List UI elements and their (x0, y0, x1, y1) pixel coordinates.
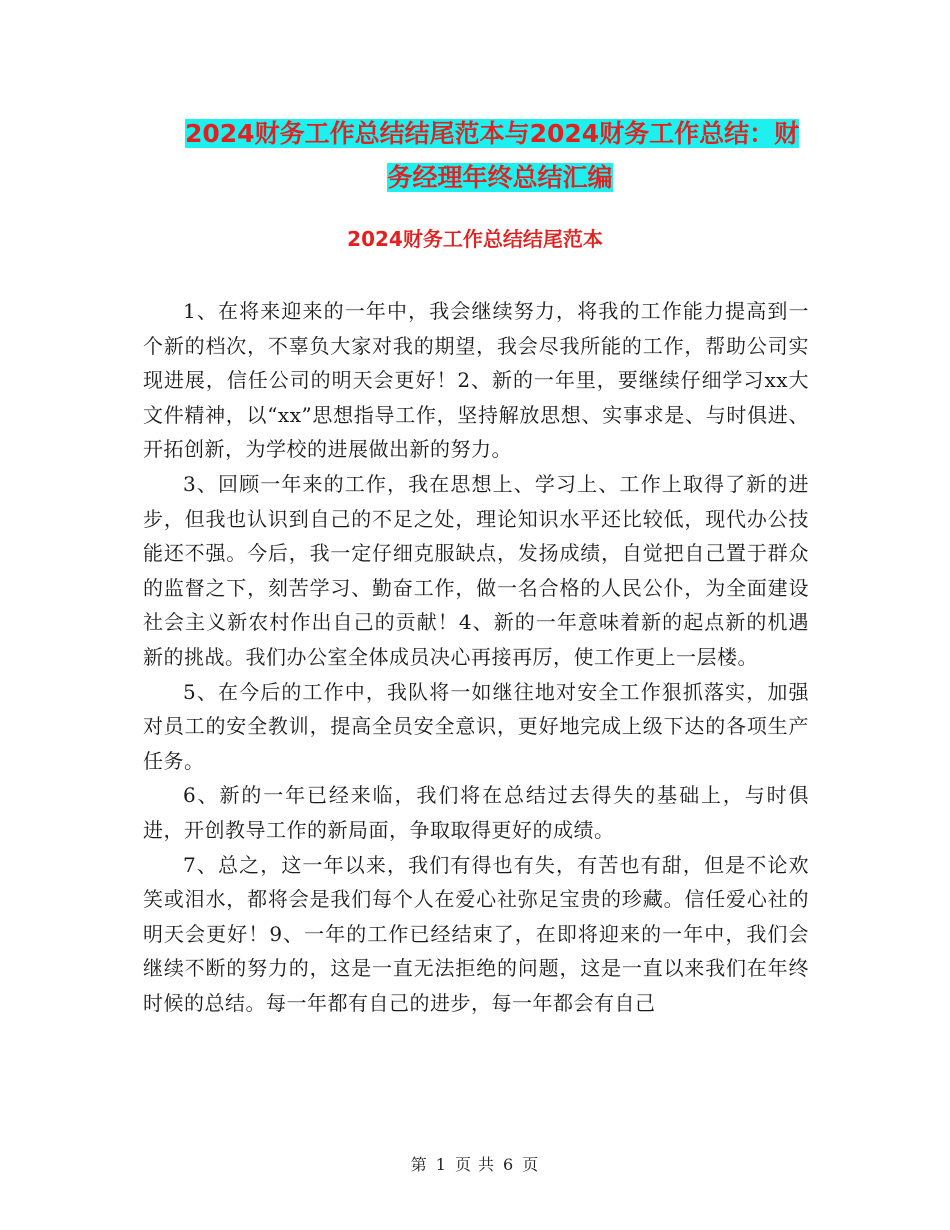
section-title: 2024财务工作总结结尾范本 (347, 227, 603, 251)
footer-suffix: 页 (522, 1155, 540, 1174)
footer-prefix: 第 (410, 1155, 428, 1174)
page-number: 1 (435, 1155, 447, 1174)
document-title-line1: 2024财务工作总结结尾范本与2024财务工作总结：财 (185, 119, 800, 148)
paragraph: 7、总之，这一年以来，我们有得也有失，有苦也有甜，但是不论欢笑或泪水，都将会是我们每个人在爱心社弥足宝贵的珍藏。信任爱心社的明天会更好！9、一年的工作已经结束了，在即将迎来的一年中，我们会继续不断的努力的，这是一直无法拒绝的问题，这是一直以来我们在年终时候的总结。每一年都有自己的进步，每一年都会有自己 (143, 852, 809, 1015)
footer-mid: 页 共 (454, 1155, 496, 1174)
paragraph: 1、在将来迎来的一年中，我会继续努力，将我的工作能力提高到一个新的档次，不辜负大家对我的期望，我会尽我所能的工作，帮助公司实现进展，信任公司的明天会更好！2、新的一年里，要继续仔细学习xx大文件精神，以“xx”思想指导工作，坚持解放思想、实事求是、与时俱进、开拓创新，为学校的进展做出新的努力。 (143, 299, 809, 462)
document-body (143, 294, 809, 1020)
total-pages: 6 (503, 1155, 515, 1174)
paragraph: 6、新的一年已经来临，我们将在总结过去得失的基础上，与时俱进，开创教导工作的新局面，争取取得更好的成绩。 (143, 783, 809, 842)
page-footer (0, 1152, 950, 1175)
paragraph: 3、回顾一年来的工作，我在思想上、学习上、工作上取得了新的进步，但我也认识到自己的不足之处，理论知识水平还比较低，现代办公技能还不强。今后，我一定仔细克服缺点，发扬成绩，自觉把自己置于群众的监督之下，刻苦学习、勤奋工作，做一名合格的人民公仆，为全面建设社会主义新农村作出自己的贡献！4、新的一年意味着新的起点新的机遇新的挑战。我们办公室全体成员决心再接再厉，使工作更上一层楼。 (143, 471, 809, 669)
document-title (185, 112, 825, 200)
document-title-line2: 务经理年终总结汇编 (387, 163, 613, 192)
paragraph: 5、在今后的工作中，我队将一如继往地对安全工作狠抓落实，加强对员工的安全教训，提高全员安全意识，更好地完成上级下达的各项生产任务。 (143, 679, 809, 773)
